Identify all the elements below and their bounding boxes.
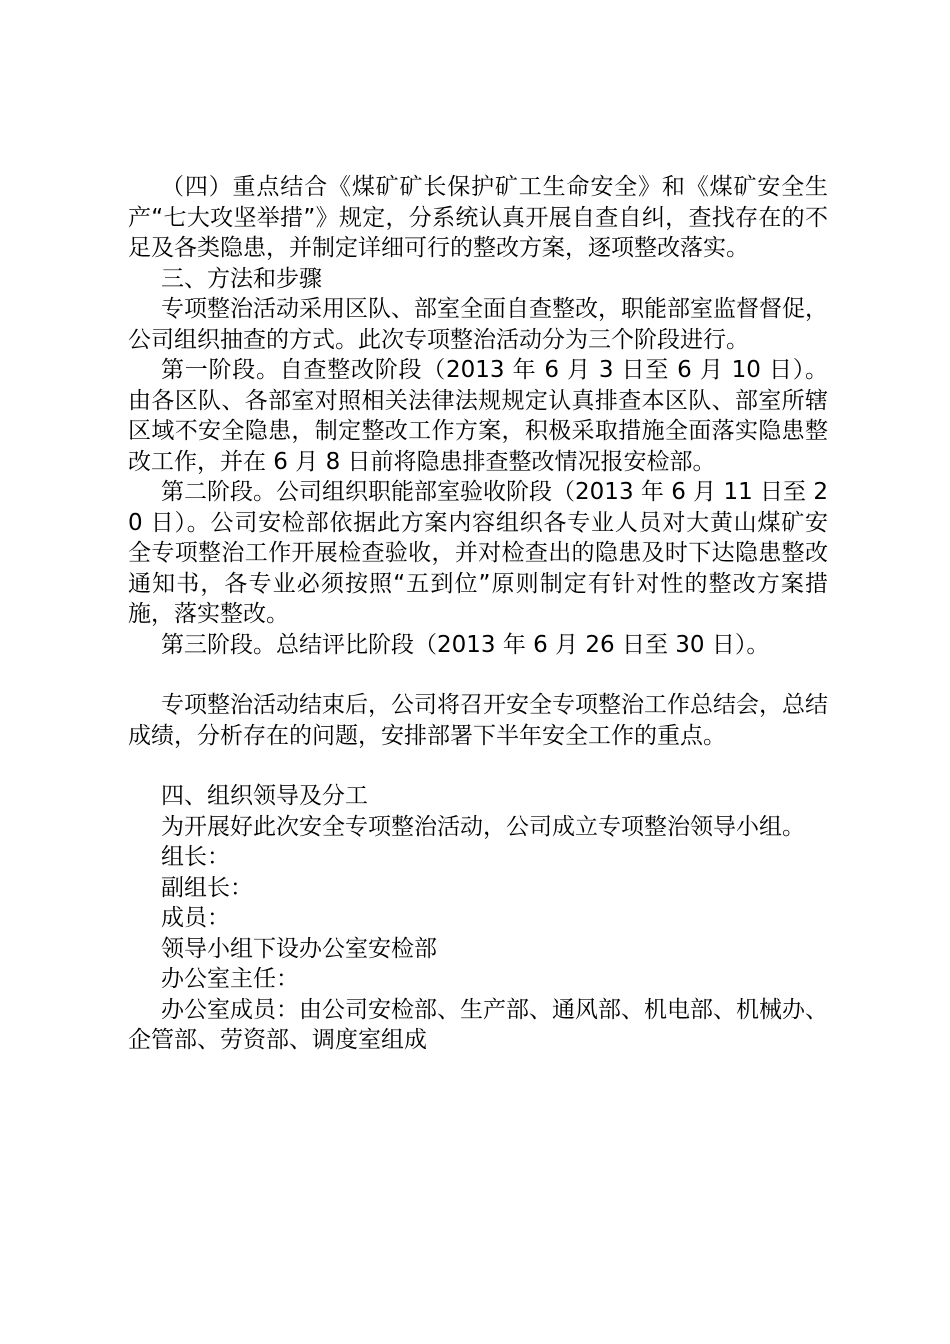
line-office-under-group: 领导小组下设办公室安检部	[161, 935, 437, 962]
heading-methods-and-steps: 三、方法和步骤	[161, 265, 322, 292]
line-members: 成员：	[161, 905, 230, 931]
paragraph-spacer	[128, 660, 828, 690]
paragraph-summary: 专项整治活动结束后，公司将召开安全专项整治工作总结会，总结成绩，分析存在的问题，安排部署下半年安全工作的重点。	[128, 692, 828, 749]
paragraph-methods-intro: 专项整治活动采用区队、部室全面自查整改，职能部室监督督促，公司组织抽查的方式。此次专项整治活动分为三个阶段进行。	[128, 296, 828, 353]
line-group-leader: 组长：	[161, 844, 230, 870]
line-deputy-group-leader: 副组长：	[161, 874, 253, 901]
paragraph-leadership-group: 为开展好此次安全专项整治活动，公司成立专项整治领导小组。	[161, 813, 805, 840]
paragraph-stage-two: 第二阶段。公司组织职能部室验收阶段（2013 年 6 月 11 日至 20 日）。公司安检部依据此方案内容组织各专业人员对大黄山煤矿安全专项整治工作开展检查验收，并对检查出的隐患及时下达隐患整改通知书，各专业必须按照“五到位”原则制定有针对性的整改方案措施，落实整改。	[128, 479, 828, 627]
paragraph-key-points: （四）重点结合《煤矿矿长保护矿工生命安全》和《煤矿安全生产“七大攻坚举措”》规定，分系统认真开展自查自纠，查找存在的不足及各类隐患，并制定详细可行的整改方案，逐项整改落实。	[128, 174, 828, 261]
line-office-members: 办公室成员：由公司安检部、生产部、通风部、机电部、机械办、企管部、劳资部、调度室组成	[128, 996, 828, 1053]
paragraph-stage-three: 第三阶段。总结评比阶段（2013 年 6 月 26 日至 30 日）。	[161, 631, 770, 658]
line-office-director: 办公室主任：	[161, 966, 299, 992]
paragraph-stage-one: 第一阶段。自查整改阶段（2013 年 6 月 3 日至 6 月 10 日）。由各区队、各部室对照相关法律法规规定认真排查本区队、部室所辖区域不安全隐患，制定整改工作方案，积极采取措施全面落实隐患整改工作，并在 6 月 8 日前将隐患排查整改情况报安检部。	[128, 357, 828, 475]
heading-organization: 四、组织领导及分工	[161, 783, 368, 809]
paragraph-spacer	[128, 751, 828, 781]
document-body	[128, 172, 828, 1056]
